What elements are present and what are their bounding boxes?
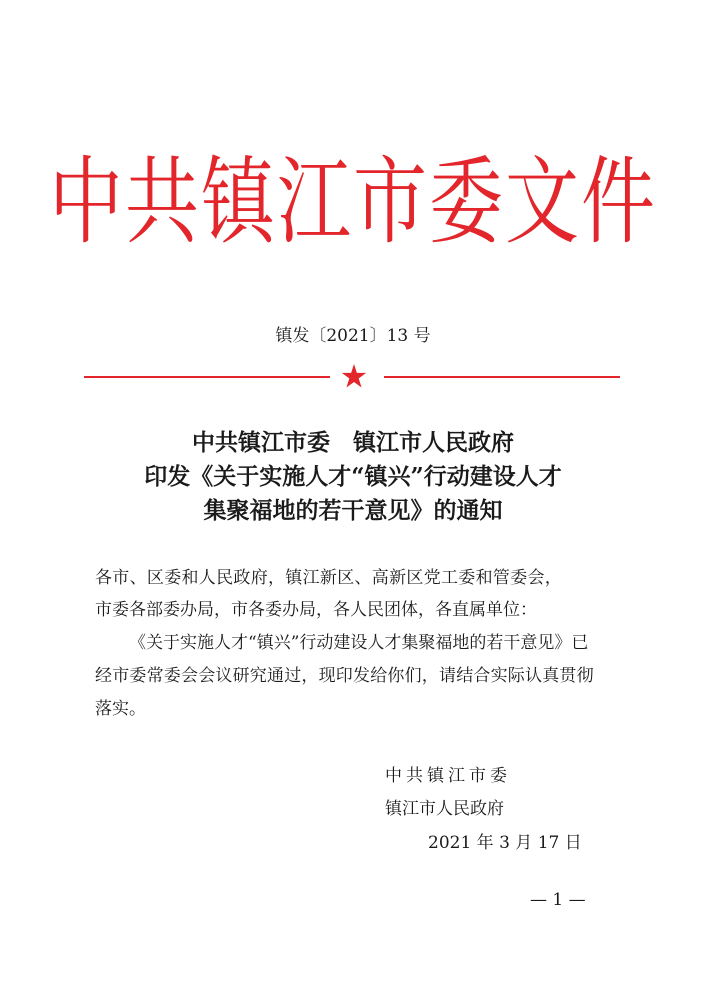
notice-title-line-2: 印发《关于实施人才“镇兴”行动建设人才	[144, 463, 562, 490]
masthead-title: 中共镇江市委文件	[49, 147, 657, 258]
signature-party-committee: 中共镇江市委	[385, 766, 511, 786]
signature-government: 镇江市人民政府	[385, 799, 504, 819]
red-divider-right	[384, 376, 620, 378]
document-number: 镇发〔2021〕13 号	[275, 326, 431, 346]
recipients-line-2: 市委各部委办局，市各委办局，各人民团体，各直属单位：	[95, 600, 537, 620]
recipients-line-1: 各市、区委和人民政府，镇江新区、高新区党工委和管委会，	[95, 568, 563, 588]
signature-date: 2021 年 3 月 17 日	[428, 833, 582, 853]
red-divider-left	[84, 376, 330, 378]
page-number: — 1 —	[530, 890, 586, 910]
star-icon	[341, 363, 367, 389]
star-shape	[342, 364, 366, 387]
body-paragraph-line-1: 《关于实施人才“镇兴”行动建设人才集聚福地的若干意见》已	[129, 633, 589, 653]
notice-title-line-1: 中共镇江市委 镇江市人民政府	[192, 429, 514, 456]
body-paragraph-line-2: 经市委常委会会议研究通过，现印发给你们，请结合实际认真贯彻	[95, 666, 594, 686]
notice-title-line-3: 集聚福地的若干意见》的通知	[203, 497, 503, 524]
body-paragraph-line-3: 落实。	[95, 699, 146, 719]
